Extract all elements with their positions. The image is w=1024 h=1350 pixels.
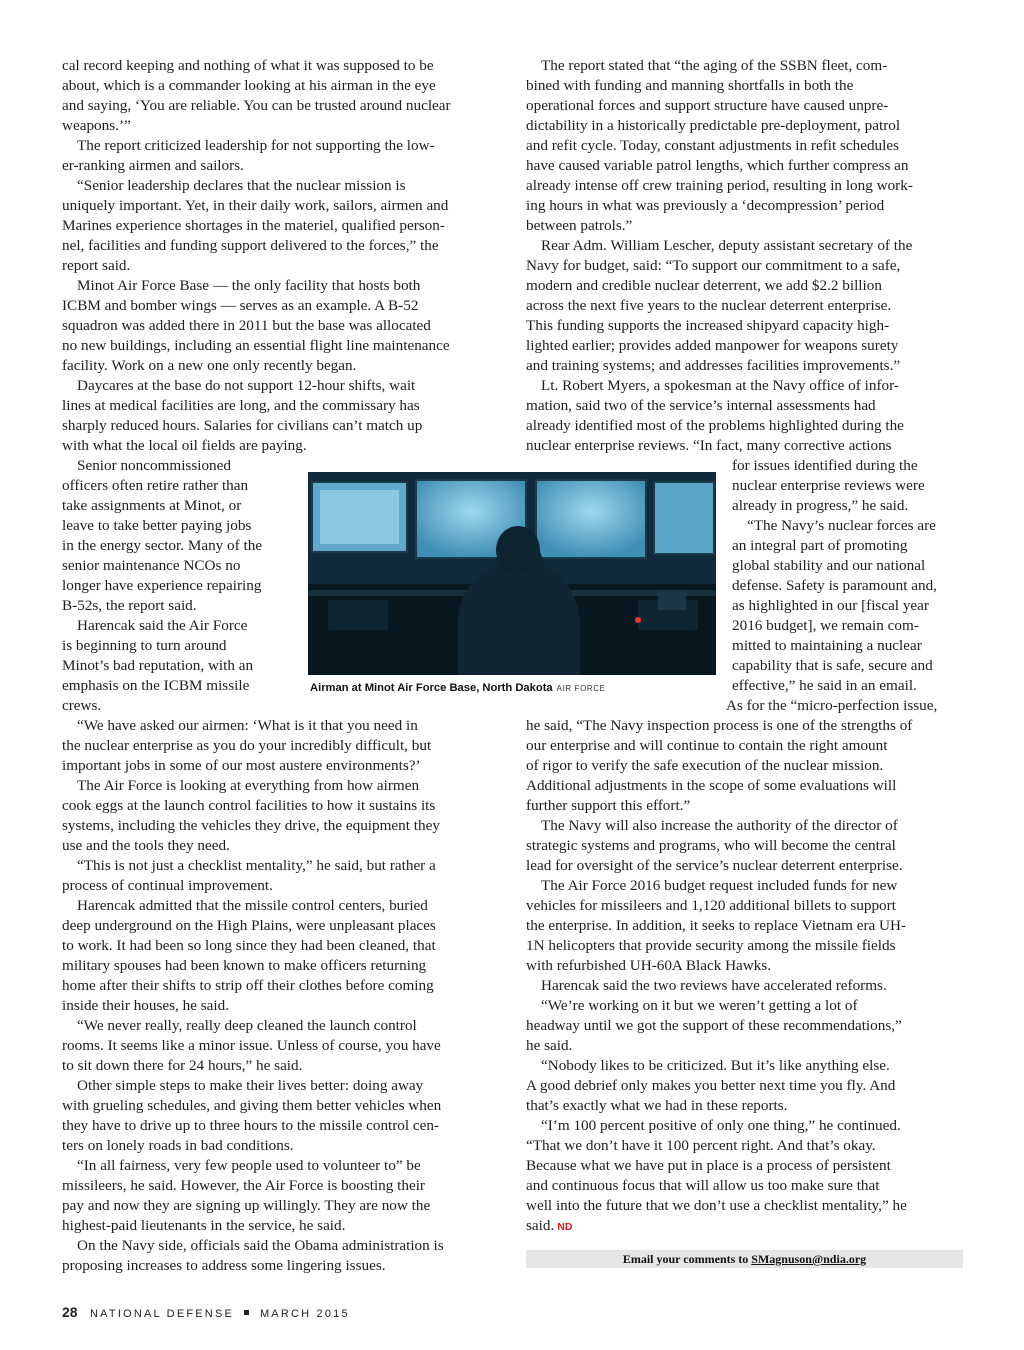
text-line-content: an integral part of promoting — [732, 537, 908, 554]
text-line-content: well into the future that we don’t use a checklist mentality,” he — [526, 1197, 907, 1214]
text-line-content: The Air Force is looking at everything from how airmen — [77, 777, 420, 794]
text-line-content: effective,” he said in an email. — [732, 677, 917, 694]
text-line-content: nel, facilities and funding support delivered to the forces,” the — [62, 237, 439, 254]
text-line — [526, 176, 963, 196]
text-line-content: cook eggs at the launch control facilities to how it sustains its — [62, 797, 436, 814]
text-line-content: This funding supports the increased shipyard capacity high- — [526, 317, 890, 334]
text-line — [62, 816, 498, 836]
text-line-content: proposing increases to address some lingering issues. — [62, 1257, 386, 1274]
text-line — [62, 236, 498, 256]
text-line-content: “Senior leadership declares that the nuclear mission is — [77, 177, 406, 194]
text-line — [62, 956, 498, 976]
text-line — [526, 976, 963, 996]
publication-name: NATIONAL DEFENSE — [90, 1308, 235, 1320]
text-line — [62, 856, 498, 876]
text-line — [62, 256, 498, 276]
text-line-content: headway until we got the support of these recommendations,” — [526, 1017, 902, 1034]
text-line-content: missileers, he said. However, the Air Force is boosting their — [62, 1177, 425, 1194]
text-line-content: A good debrief only makes you better next time you fly. And — [526, 1077, 896, 1094]
text-line — [62, 1216, 498, 1236]
text-line-content: nuclear enterprise reviews. “In fact, many corrective actions — [526, 437, 892, 454]
text-line-content: lines at medical facilities are long, and the commissary has — [62, 397, 420, 414]
text-line — [62, 1076, 498, 1096]
text-line — [526, 336, 963, 356]
email-comments-bar — [526, 1250, 963, 1268]
text-line — [62, 896, 498, 916]
text-line — [62, 76, 498, 96]
text-line-content: in the energy sector. Many of the — [62, 537, 263, 554]
text-line-content: he said, “The Navy inspection process is one of the strengths of — [526, 717, 913, 734]
text-line-content: Minot’s bad reputation, with an — [62, 657, 254, 674]
photo-airman-at-consoles — [308, 472, 716, 675]
text-line — [526, 756, 963, 776]
page-number: 28 — [62, 1304, 78, 1320]
text-line-content: Senior noncommissioned — [77, 457, 231, 474]
text-line-content: mitted to maintaining a nuclear — [732, 637, 922, 654]
text-line-content: operational forces and support structure have caused unpre- — [526, 97, 889, 114]
text-line — [526, 1016, 963, 1036]
text-line — [62, 356, 498, 376]
text-line-content: and saying, ‘You are reliable. You can be trusted around nuclear — [62, 97, 451, 114]
text-line — [62, 736, 498, 756]
text-line-content: facility. Work on a new one only recently began. — [62, 357, 357, 374]
text-line-content: home after their shifts to strip off their clothes before coming — [62, 977, 434, 994]
text-line — [526, 376, 963, 396]
text-line-content: global stability and our national — [732, 557, 926, 574]
text-line — [526, 76, 963, 96]
text-line — [526, 1216, 963, 1236]
text-line-content: they have to drive up to three hours to the missile control cen- — [62, 1117, 440, 1134]
text-line-content: said. — [526, 1217, 555, 1234]
text-line-content: longer have experience repairing — [62, 577, 262, 594]
text-line — [62, 756, 498, 776]
text-line — [526, 1136, 963, 1156]
end-mark: ND — [557, 1221, 573, 1233]
text-line-content: The Navy will also increase the authority of the director of — [541, 817, 898, 834]
text-line — [526, 356, 963, 376]
text-line — [62, 216, 498, 236]
text-line-content: ters on lonely roads in bad conditions. — [62, 1137, 294, 1154]
text-line-content: capability that is safe, secure and — [732, 657, 933, 674]
text-line-content: Rear Adm. William Lescher, deputy assistant secretary of the — [541, 237, 913, 254]
text-line — [62, 716, 498, 736]
text-line — [62, 1256, 498, 1276]
text-line-content: 1N helicopters that provide security among the missile fields — [526, 937, 896, 954]
text-line-content: er-ranking airmen and sailors. — [62, 157, 244, 174]
text-line — [62, 1096, 498, 1116]
text-line-content: rooms. It seems like a minor issue. Unless of course, you have — [62, 1037, 441, 1054]
text-line — [62, 876, 498, 896]
text-line — [62, 116, 498, 136]
text-line-content: “In all fairness, very few people used to volunteer to” be — [77, 1157, 421, 1174]
text-line-content: “We’re working on it but we weren’t getting a lot of — [541, 997, 858, 1014]
text-line-content: crews. — [62, 697, 102, 714]
text-line-content: Lt. Robert Myers, a spokesman at the Navy office of infor- — [541, 377, 899, 394]
text-line-content: and training systems; and addresses facilities improvements.” — [526, 357, 901, 374]
text-line-content: Because what we have put in place is a process of persistent — [526, 1157, 891, 1174]
text-line-content: emphasis on the ICBM missile — [62, 677, 250, 694]
text-line-content: Other simple steps to make their lives better: doing away — [77, 1077, 424, 1094]
text-line — [62, 156, 498, 176]
text-line-content: already in progress,” he said. — [732, 497, 909, 514]
text-line — [62, 1036, 498, 1056]
text-line — [526, 1116, 963, 1136]
text-line-content: important jobs in some of our most austere environments?’ — [62, 757, 421, 774]
text-line — [526, 216, 963, 236]
text-line-content: Daycares at the base do not support 12-hour shifts, wait — [77, 377, 416, 394]
text-line-content: As for the “micro-perfection issue, — [726, 697, 938, 714]
text-line-content: ICBM and bomber wings — serves as an example. A B-52 — [62, 297, 419, 314]
text-line — [526, 916, 963, 936]
text-line-content: across the next five years to the nuclear deterrent enterprise. — [526, 297, 892, 314]
text-line — [62, 796, 498, 816]
text-line-content: modern and credible nuclear deterrent, we add $2.2 billion — [526, 277, 882, 294]
text-line — [62, 776, 498, 796]
text-line-content: as highlighted in our [fiscal year — [732, 597, 929, 614]
text-line — [526, 956, 963, 976]
photo-caption-text: Airman at Minot Air Force Base, North Dakota — [310, 682, 553, 694]
text-line-content: about, which is a commander looking at his airman in the eye — [62, 77, 436, 94]
photo-figure — [308, 472, 716, 702]
text-line-content: “We never really, really deep cleaned the launch control — [77, 1017, 417, 1034]
text-line-content: to sit down there for 24 hours,” he said. — [62, 1057, 303, 1074]
text-line-content: “That we don’t have it 100 percent right. And that’s okay. — [526, 1137, 876, 1154]
text-line-content: take assignments at Minot, or — [62, 497, 242, 514]
text-line-content: highest-paid lieutenants in the service, he said. — [62, 1217, 346, 1234]
text-line-content: vehicles for missileers and 1,120 additional billets to support — [526, 897, 896, 914]
text-line — [526, 876, 963, 896]
text-line — [526, 296, 963, 316]
text-line — [62, 276, 498, 296]
text-line-content: already identified most of the problems highlighted during the — [526, 417, 904, 434]
text-line — [526, 1076, 963, 1096]
text-line-content: systems, including the vehicles they drive, the equipment they — [62, 817, 440, 834]
text-line — [526, 936, 963, 956]
text-line-content: Harencak said the two reviews have accelerated reforms. — [541, 977, 887, 994]
text-line-content: the nuclear enterprise as you do your incredibly difficult, but — [62, 737, 432, 754]
text-line-content: dictability in a historically predictable pre-deployment, patrol — [526, 117, 901, 134]
text-line-content: Harencak said the Air Force — [77, 617, 248, 634]
email-address-link[interactable]: SMagnuson@ndia.org — [751, 1252, 867, 1266]
text-line-content: nuclear enterprise reviews were — [732, 477, 925, 494]
text-line-content: B-52s, the report said. — [62, 597, 197, 614]
text-line — [526, 256, 963, 276]
text-line-content: mation, said two of the service’s internal assessments had — [526, 397, 876, 414]
text-line — [62, 176, 498, 196]
text-line — [526, 196, 963, 216]
text-line-content: with refurbished UH-60A Black Hawks. — [526, 957, 772, 974]
text-line — [62, 996, 498, 1016]
text-line-content: “Nobody likes to be criticized. But it’s like anything else. — [541, 1057, 890, 1074]
text-line-content: squadron was added there in 2011 but the base was allocated — [62, 317, 431, 334]
email-label: Email your comments to — [622, 1252, 749, 1266]
text-line-content: the enterprise. In addition, it seeks to replace Vietnam era UH- — [526, 917, 907, 934]
text-line — [62, 1116, 498, 1136]
text-line — [526, 1156, 963, 1176]
text-line-content: officers often retire rather than — [62, 477, 249, 494]
text-line-content: already intense off crew training period, resulting in long work- — [526, 177, 913, 194]
text-line-content: Navy for budget, said: “To support our commitment to a safe, — [526, 257, 901, 274]
text-line-content: with grueling schedules, and giving them better vehicles when — [62, 1097, 442, 1114]
text-line-content: have caused variable patrol lengths, which further compress an — [526, 157, 909, 174]
text-line-content: weapons.’” — [62, 117, 131, 134]
photo-credit: AIR FORCE — [556, 684, 606, 693]
text-line — [62, 916, 498, 936]
text-line — [62, 1196, 498, 1216]
text-line-content: “We have asked our airmen: ‘What is it that you need in — [77, 717, 418, 734]
text-line-content: with what the local oil fields are paying. — [62, 437, 307, 454]
text-line-content: pay and now they are signing up willingly. They are now the — [62, 1197, 431, 1214]
text-line-content: “The Navy’s nuclear forces are — [747, 517, 936, 534]
text-line — [526, 896, 963, 916]
text-line — [62, 1236, 498, 1256]
text-line — [62, 96, 498, 116]
text-line — [526, 716, 963, 736]
text-line — [526, 236, 963, 256]
text-line-content: use and the tools they need. — [62, 837, 230, 854]
text-line — [62, 396, 498, 416]
text-line — [526, 396, 963, 416]
text-line — [526, 856, 963, 876]
text-line — [62, 136, 498, 156]
text-line — [62, 1016, 498, 1036]
text-line-content: for issues identified during the — [732, 457, 918, 474]
text-line-content: Marines experience shortages in the materiel, qualified person- — [62, 217, 445, 234]
text-line — [62, 56, 498, 76]
text-line-content: ing hours in what was previously a ‘decompression’ period — [526, 197, 885, 214]
text-line — [62, 416, 498, 436]
text-line-content: lighted earlier; provides added manpower for weapons surety — [526, 337, 899, 354]
text-line-content: Harencak admitted that the missile control centers, buried — [77, 897, 428, 914]
text-line — [62, 1056, 498, 1076]
text-line-content: On the Navy side, officials said the Obama administration is — [77, 1237, 444, 1254]
text-line-content: lead for oversight of the service’s nuclear deterrent enterprise. — [526, 857, 903, 874]
text-line-content: cal record keeping and nothing of what it was supposed to be — [62, 57, 434, 74]
text-line — [526, 136, 963, 156]
text-line — [526, 436, 963, 456]
text-line-content: defense. Safety is paramount and, — [732, 577, 937, 594]
text-line-content: uniquely important. Yet, in their daily work, sailors, airmen and — [62, 197, 449, 214]
text-line-content: “I’m 100 percent positive of only one thing,” he continued. — [541, 1117, 901, 1134]
text-line-content: The report criticized leadership for not supporting the low- — [77, 137, 435, 154]
text-line — [526, 1096, 963, 1116]
text-line — [62, 436, 498, 456]
text-line-content: he said. — [526, 1037, 573, 1054]
text-line-content: strategic systems and programs, who will become the central — [526, 837, 896, 854]
text-line-content: deep underground on the High Plains, were unpleasant places — [62, 917, 436, 934]
text-line — [526, 836, 963, 856]
text-line-content: to work. It had been so long since they had been cleaned, that — [62, 937, 436, 954]
text-line — [526, 1036, 963, 1056]
text-line — [526, 736, 963, 756]
text-line — [526, 56, 963, 76]
text-line — [62, 1136, 498, 1156]
text-line-content: The Air Force 2016 budget request included funds for new — [541, 877, 898, 894]
text-line — [526, 816, 963, 836]
text-line-content: and refit cycle. Today, constant adjustments in refit schedules — [526, 137, 900, 154]
text-line-content: and continuous focus that will allow us too make sure that — [526, 1177, 880, 1194]
text-line-content: Additional adjustments in the scope of some evaluations will — [526, 777, 897, 794]
text-line — [526, 1176, 963, 1196]
text-line-content: 2016 budget], we remain com- — [732, 617, 919, 634]
text-line — [526, 316, 963, 336]
photo-caption — [310, 682, 606, 694]
text-line-content: our enterprise and will continue to contain the right amount — [526, 737, 888, 754]
text-line — [526, 116, 963, 136]
text-line-content: that’s exactly what we had in these reports. — [526, 1097, 788, 1114]
text-line — [526, 1056, 963, 1076]
text-line — [62, 976, 498, 996]
text-line — [62, 936, 498, 956]
text-line — [62, 1156, 498, 1176]
text-line — [526, 776, 963, 796]
text-line-content: between patrols.” — [526, 217, 633, 234]
text-line — [62, 836, 498, 856]
footer-separator — [244, 1310, 249, 1315]
text-line-content: inside their houses, he said. — [62, 997, 230, 1014]
text-line — [526, 156, 963, 176]
text-line-content: report said. — [62, 257, 131, 274]
text-line-content: no new buildings, including an essential flight line maintenance — [62, 337, 450, 354]
text-line — [526, 996, 963, 1016]
text-line-content: of rigor to verify the safe execution of the nuclear mission. — [526, 757, 884, 774]
issue-date: MARCH 2015 — [259, 1308, 350, 1320]
text-line-content: Minot Air Force Base — the only facility that hosts both — [77, 277, 421, 294]
text-line-content: further support this effort.” — [526, 797, 691, 814]
page-footer — [62, 1304, 350, 1322]
text-line-content: sharply reduced hours. Salaries for civilians can’t match up — [62, 417, 423, 434]
text-line — [526, 1196, 963, 1216]
text-line-content: “This is not just a checklist mentality,” he said, but rather a — [77, 857, 436, 874]
text-line — [62, 376, 498, 396]
text-line — [62, 196, 498, 216]
text-line — [526, 96, 963, 116]
text-line — [62, 296, 498, 316]
text-line — [526, 416, 963, 436]
text-line — [62, 1176, 498, 1196]
text-line — [62, 336, 498, 356]
text-line — [526, 276, 963, 296]
text-line-content: senior maintenance NCOs no — [62, 557, 241, 574]
text-line-content: leave to take better paying jobs — [62, 517, 252, 534]
text-line-content: process of continual improvement. — [62, 877, 273, 894]
text-line-content: military spouses had been known to make officers returning — [62, 957, 427, 974]
text-line-content: The report stated that “the aging of the SSBN fleet, com- — [541, 57, 888, 74]
text-line — [526, 796, 963, 816]
text-line-content: bined with funding and manning shortfalls in both the — [526, 77, 854, 94]
text-line-content: is beginning to turn around — [62, 637, 227, 654]
text-line — [62, 316, 498, 336]
